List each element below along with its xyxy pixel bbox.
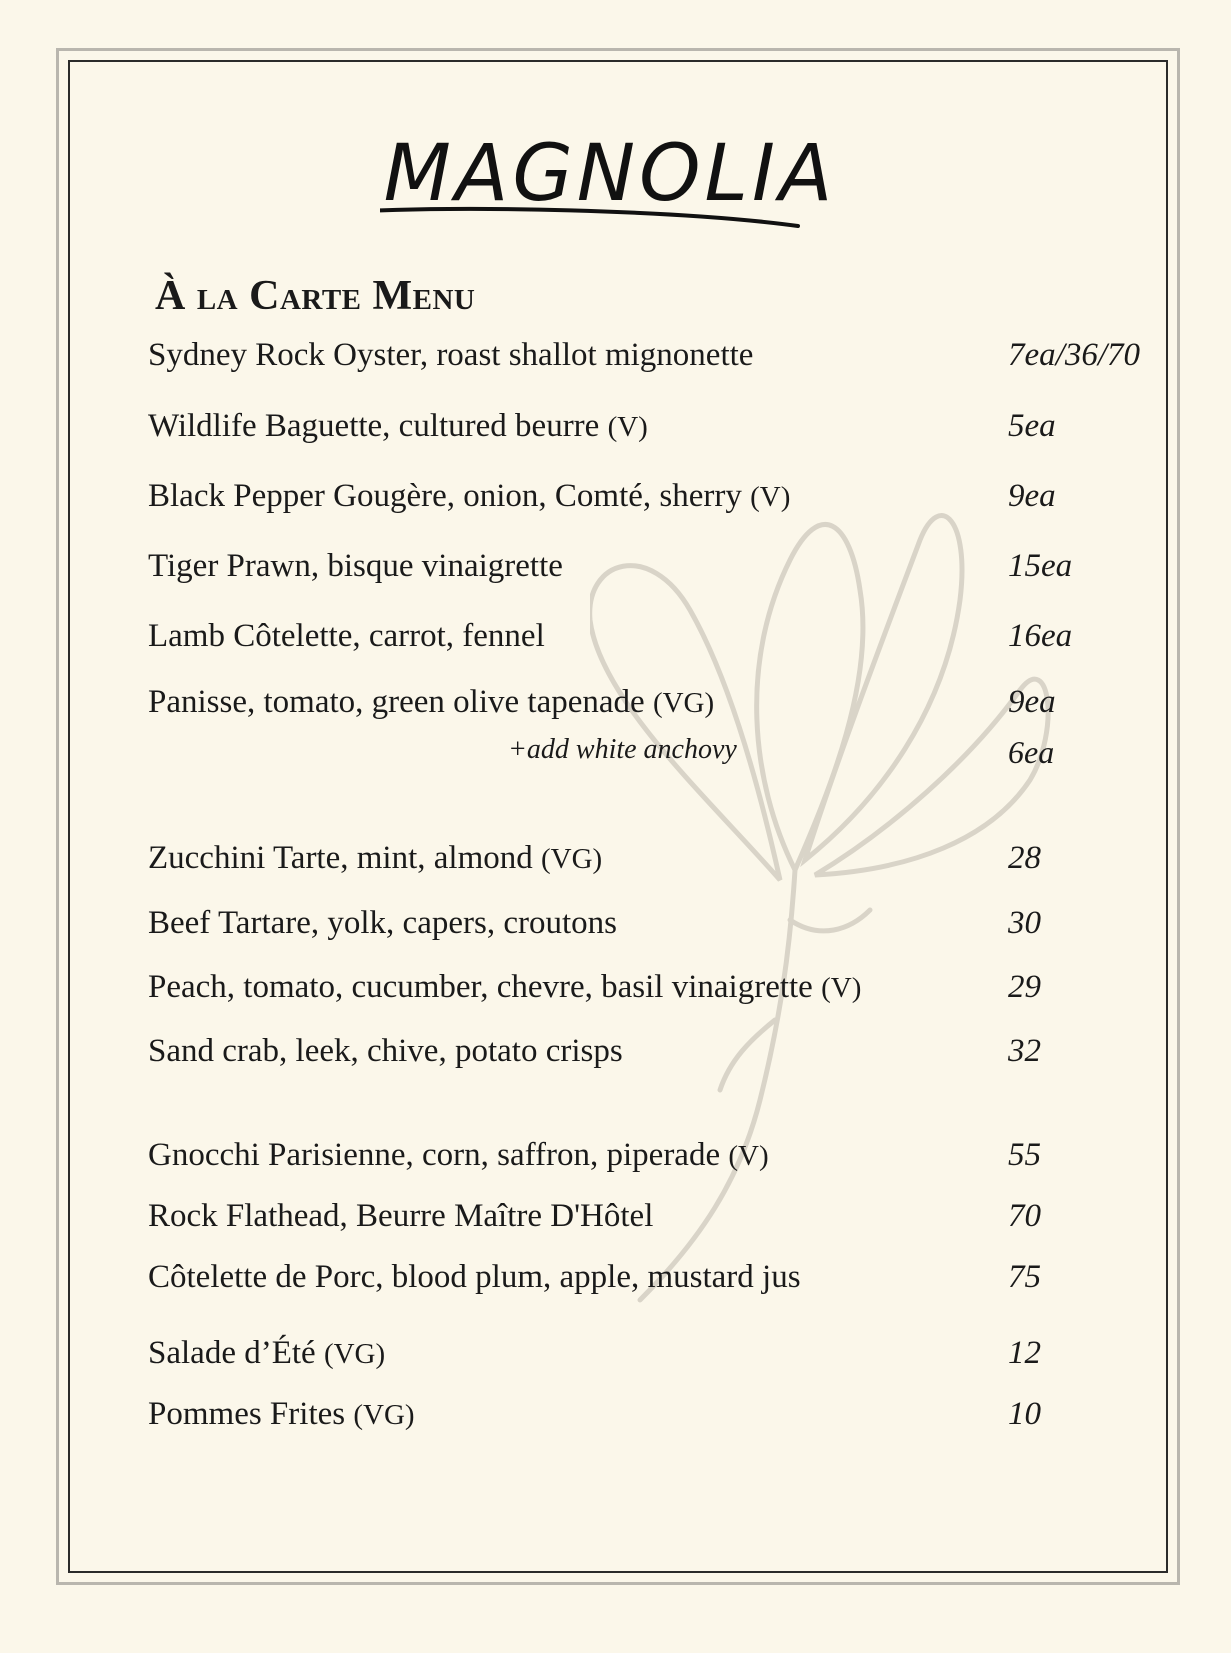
dietary-tag: (V): [728, 1140, 769, 1172]
item-price: 28: [1008, 840, 1041, 876]
dietary-tag: (VG): [541, 843, 603, 875]
dietary-tag: (V): [607, 411, 648, 443]
menu-item: [148, 1033, 1151, 1073]
corner-ornament: [68, 1551, 90, 1573]
menu-item: [148, 337, 1151, 377]
item-name: Sydney Rock Oyster, roast shallot mignonette: [148, 337, 754, 373]
item-name: Gnocchi Parisienne, corn, saffron, piperade (V): [148, 1137, 769, 1173]
item-name: Salade d’Été (VG): [148, 1335, 386, 1371]
menu-item: [148, 1259, 1151, 1299]
dietary-tag: (VG): [652, 687, 715, 719]
item-price: 70: [1008, 1198, 1041, 1234]
item-name: Peach, tomato, cucumber, chevre, basil vinaigrette (V): [148, 969, 862, 1005]
menu-heading: À la Carte Menu: [155, 273, 476, 319]
menu-addon: [148, 734, 1151, 768]
menu-item: [148, 1396, 1151, 1436]
item-name: Côtelette de Porc, blood plum, apple, mustard jus: [148, 1259, 801, 1295]
item-price: 15ea: [1008, 548, 1073, 584]
menu-item: [148, 478, 1151, 518]
logo-wordmark: [380, 120, 840, 230]
item-price: 10: [1008, 1396, 1041, 1432]
item-price: 55: [1008, 1137, 1041, 1173]
restaurant-name: MAGNOLIA: [383, 129, 837, 219]
menu-item: [148, 905, 1151, 945]
item-name: Zucchini Tarte, mint, almond (VG): [148, 840, 603, 876]
item-name: Sand crab, leek, chive, potato crisps: [148, 1033, 623, 1069]
dietary-tag: (V): [750, 481, 791, 513]
dietary-tag: (V): [821, 972, 862, 1004]
item-price: 12: [1008, 1335, 1041, 1371]
item-name: Panisse, tomato, green olive tapenade (VG): [148, 684, 715, 720]
item-price: 29: [1008, 969, 1041, 1005]
item-name: Tiger Prawn, bisque vinaigrette: [148, 548, 563, 584]
item-name: Pommes Frites (VG): [148, 1396, 415, 1432]
menu-item: [148, 548, 1151, 588]
dietary-tag: (VG): [323, 1338, 386, 1370]
menu-item: [148, 1198, 1151, 1238]
item-name: Lamb Côtelette, carrot, fennel: [148, 618, 545, 654]
item-name: Black Pepper Gougère, onion, Comté, sherry (V): [148, 478, 791, 514]
item-price: 7ea/36/70: [1008, 337, 1140, 373]
item-price: 9ea: [1008, 684, 1056, 720]
menu-item: [148, 1335, 1151, 1375]
item-name: Wildlife Baguette, cultured beurre (V): [148, 408, 648, 444]
item-price: 32: [1008, 1033, 1041, 1069]
corner-ornament: [1146, 60, 1168, 82]
addon-label: +add white anchovy: [508, 734, 737, 765]
menu-item: [148, 840, 1151, 880]
item-name: Rock Flathead, Beurre Maître D'Hôtel: [148, 1198, 654, 1234]
menu-item: [148, 408, 1151, 448]
menu-item: [148, 969, 1151, 1009]
item-price: 30: [1008, 905, 1041, 941]
item-price: 5ea: [1008, 408, 1056, 444]
menu-item: [148, 618, 1151, 658]
corner-ornament: [1146, 1551, 1168, 1573]
menu-item: [148, 684, 1151, 724]
restaurant-logo: [380, 120, 840, 230]
corner-ornament: [68, 60, 90, 82]
item-price: 16ea: [1008, 618, 1073, 654]
addon-price: 6ea: [1008, 734, 1055, 770]
item-price: 75: [1008, 1259, 1041, 1295]
item-name: Beef Tartare, yolk, capers, croutons: [148, 905, 617, 941]
item-price: 9ea: [1008, 478, 1056, 514]
dietary-tag: (VG): [353, 1399, 415, 1431]
menu-item: [148, 1137, 1151, 1177]
